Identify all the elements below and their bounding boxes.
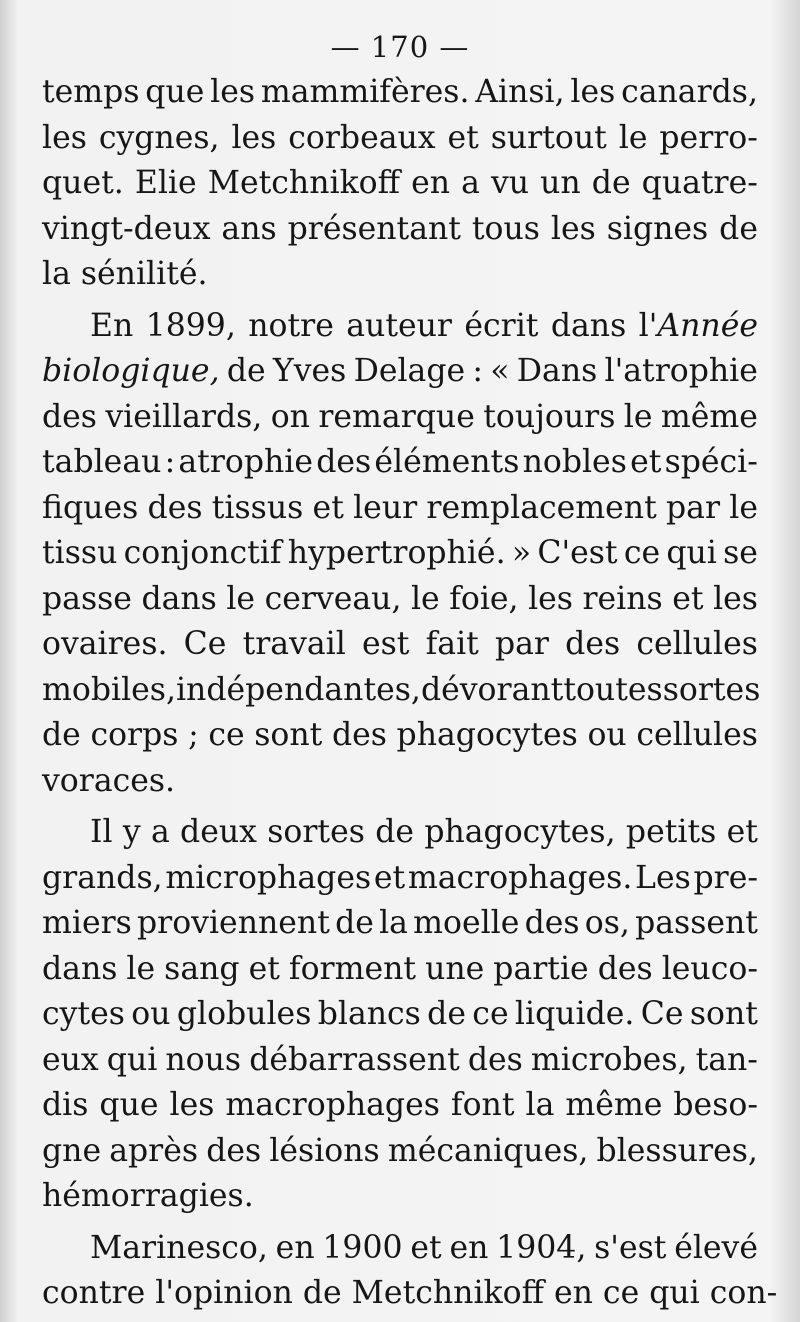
text-line: quet. Elie Metchnikoff en a vu un de quatre- [42, 165, 758, 201]
text-line: fiques des tissus et leur remplacement par le [42, 489, 758, 526]
text-line: contre l'opinion de Metchnikoff en ce qui con- [42, 1275, 778, 1311]
text-line: eux qui nous débarrassent des microbes, tan- [42, 1041, 758, 1078]
page-number: — 170 — [330, 30, 470, 64]
text-line: Il y a deux sortes de phagocytes, petits et [90, 814, 758, 850]
text-line: dis que les macrophages font la même beso- [42, 1087, 758, 1123]
text-line: biologique, de Yves Delage : « Dans l'atrophie [42, 353, 758, 389]
text-line: la sénilité. [42, 256, 208, 292]
text-line: En 1899, notre auteur écrit dans l'Année [90, 307, 758, 344]
text-line: mobiles, indépendantes, dévorant toutes sortes [42, 671, 761, 708]
text-line: cytes ou globules blancs de ce liquide. Ce sont [42, 996, 758, 1032]
text-line: de corps ; ce sont des phagocytes ou cellules [42, 717, 758, 753]
text-line: temps que les mammifères. Ainsi, les canards, [42, 74, 758, 110]
text-line: tissu conjonctif hypertrophié. » C'est ce qui se [42, 535, 758, 571]
text-line: ovaires. Ce travail est fait par des cellules [42, 626, 758, 662]
text-line: tableau : atrophie des éléments nobles et spéci- [42, 444, 758, 480]
text-line: des vieillards, on remarque toujours le même [42, 398, 758, 435]
text-line: grands, microphages et macrophages. Les pre- [42, 859, 758, 896]
text-line: hémorragies. [42, 1178, 254, 1214]
text-line: Marinesco, en 1900 et en 1904, s'est élevé [90, 1229, 758, 1266]
text-line: dans le sang et forment une partie des leuco- [42, 950, 758, 987]
text-line: voraces. [42, 762, 176, 799]
text-line: miers proviennent de la moelle des os, passent [42, 905, 758, 941]
text-line: gne après des lésions mécaniques, blessures, [42, 1132, 758, 1169]
body-text [42, 70, 778, 1317]
text-line: les cygnes, les corbeaux et surtout le perro- [42, 119, 758, 156]
text-line: passe dans le cerveau, le foie, les reins et les [42, 580, 758, 617]
text-line: vingt-deux ans présentant tous les signes de [42, 210, 758, 247]
